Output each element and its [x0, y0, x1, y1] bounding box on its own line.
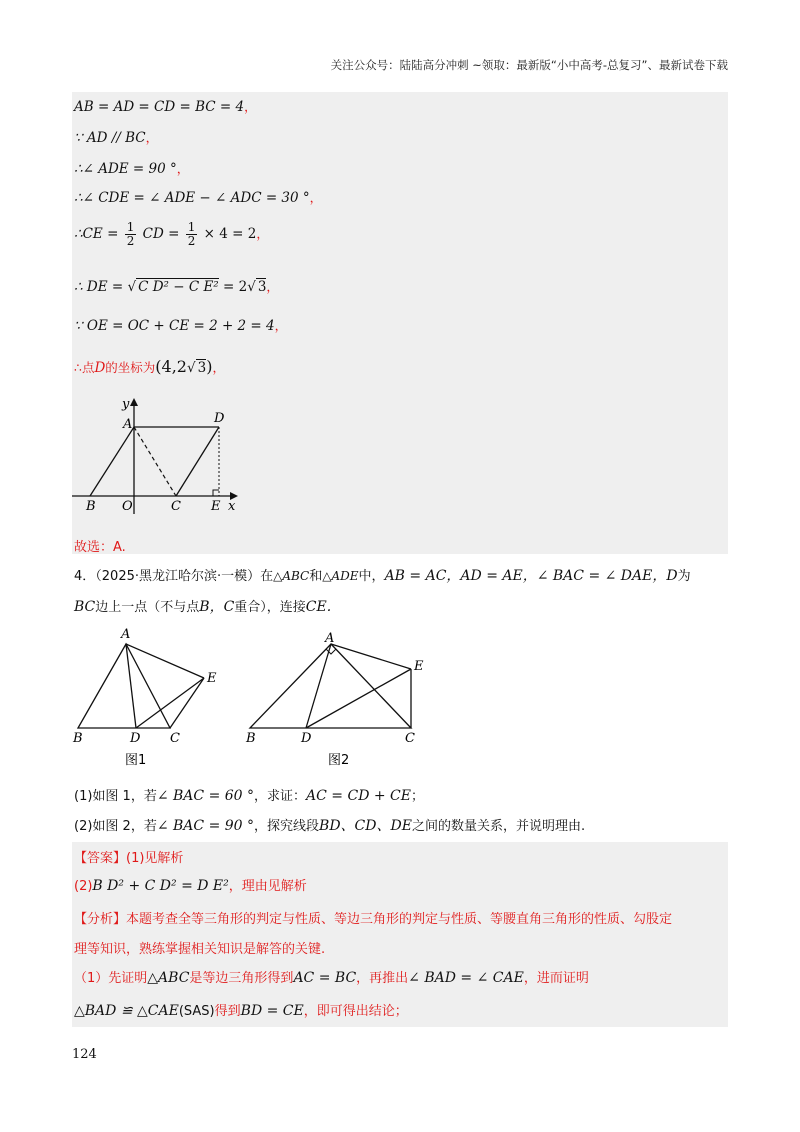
part-1: (1)如图 1，若∠ BAC = 60 °，求证：AC = CD + CE； — [74, 788, 424, 804]
proof-line-5: ∴CE = $\frac{1}{2}$ CD = $\frac{1}{2}$ × 4 = 2， — [74, 220, 269, 248]
label-B: B — [86, 499, 96, 514]
segment-AD — [126, 644, 136, 728]
segment-BA — [90, 427, 134, 496]
analysis-line-1: 【分析】本题考查全等三角形的判定与性质、等边三角形的判定与性质、等腰直角三角形的性质、勾股定 — [74, 912, 673, 927]
page-header: 关注公众号：陆陆高分冲刺 ~领取：最新版“小中高考-总复习”、最新试卷下载 — [330, 58, 728, 72]
label-D: D — [214, 411, 225, 426]
proof-line-6: ∴ DE = √ C D² − C E² = 2√ 3， — [74, 279, 279, 295]
fig1-label-E: E — [207, 671, 217, 686]
figure-1 — [70, 626, 230, 770]
proof-line-7: ∵ OE = OC + CE = 2 + 2 = 4， — [74, 318, 288, 334]
label-y: y — [122, 397, 130, 412]
label-C: C — [171, 499, 181, 514]
label-A: A — [123, 417, 133, 432]
fig1-label-A: A — [121, 627, 131, 642]
coordinate-figure — [70, 394, 250, 518]
proof-line-4: ∴∠ CDE = ∠ ADE − ∠ ADC = 30 °， — [74, 190, 323, 206]
analysis-line-4: △BAD ≌ △CAE(SAS)得到BD = CE，即可得出结论； — [74, 1003, 408, 1019]
fraction-half: $\frac{1}{2}$ — [126, 220, 135, 248]
answer-line-1: 【答案】(1)见解析 — [74, 851, 184, 866]
segment-AC — [134, 427, 176, 496]
fig2-label-E: E — [414, 659, 424, 674]
analysis-line-3: （1）先证明△ABC是等边三角形得到AC = BC，再推出∠ BAD = ∠ CAE，进而证明 — [74, 970, 589, 986]
answer-choice: 故选：A. — [74, 540, 126, 555]
proof-line-1: AB = AD = CD = BC = 4， — [74, 99, 257, 115]
fig2-label-D: D — [301, 731, 312, 746]
right-angle-mark — [326, 649, 336, 654]
y-axis-arrow — [130, 398, 138, 406]
answer-line-2: (2)B D² + C D² = D E²，理由见解析 — [74, 878, 307, 894]
triangle-ABC — [250, 644, 411, 728]
fig2-label-A: A — [325, 631, 335, 646]
segment-CD — [176, 427, 219, 496]
label-x: x — [228, 499, 236, 514]
fig2-caption: 图2 — [328, 753, 350, 768]
fig2-label-B: B — [246, 731, 256, 746]
fig2-label-C: C — [405, 731, 415, 746]
proof-line-3: ∴∠ ADE = 90 °， — [74, 161, 190, 177]
segment-CE — [170, 678, 204, 728]
right-angle-mark — [213, 490, 219, 496]
figure-2 — [240, 626, 440, 770]
proof-line-8: ∴点D的坐标为(4,2√ 3)， — [74, 357, 225, 376]
analysis-line-2: 理等知识，熟练掌握相关知识是解答的关键. — [74, 942, 326, 957]
segment-AE — [126, 644, 204, 678]
fig1-label-C: C — [170, 731, 180, 746]
proof-line-2: ∵ AD // BC， — [74, 130, 159, 146]
fig1-caption: 图1 — [125, 753, 147, 768]
sqrt-symbol: √ — [127, 279, 137, 295]
fraction-half: $\frac{1}{2}$ — [187, 220, 196, 248]
question-4-line-2: BC边上一点（不与点B，C重合），连接CE. — [74, 599, 332, 615]
label-E: E — [211, 499, 221, 514]
label-O: O — [122, 499, 133, 514]
segment-DE — [136, 678, 204, 728]
fig1-label-D: D — [130, 731, 141, 746]
segment-DE — [306, 669, 411, 728]
part-2: (2)如图 2，若∠ BAC = 90 °，探究线段BD、CD、DE之间的数量关系，并说明理由. — [74, 818, 586, 834]
fig1-label-B: B — [73, 731, 83, 746]
page-number: 124 — [72, 1047, 97, 1062]
question-4-line-1: 4．（2025·黑龙江哈尔滨·一模）在△ABC和△ADE中，AB = AC，AD = AE，∠ BAC = ∠ DAE，D为 — [74, 568, 691, 584]
